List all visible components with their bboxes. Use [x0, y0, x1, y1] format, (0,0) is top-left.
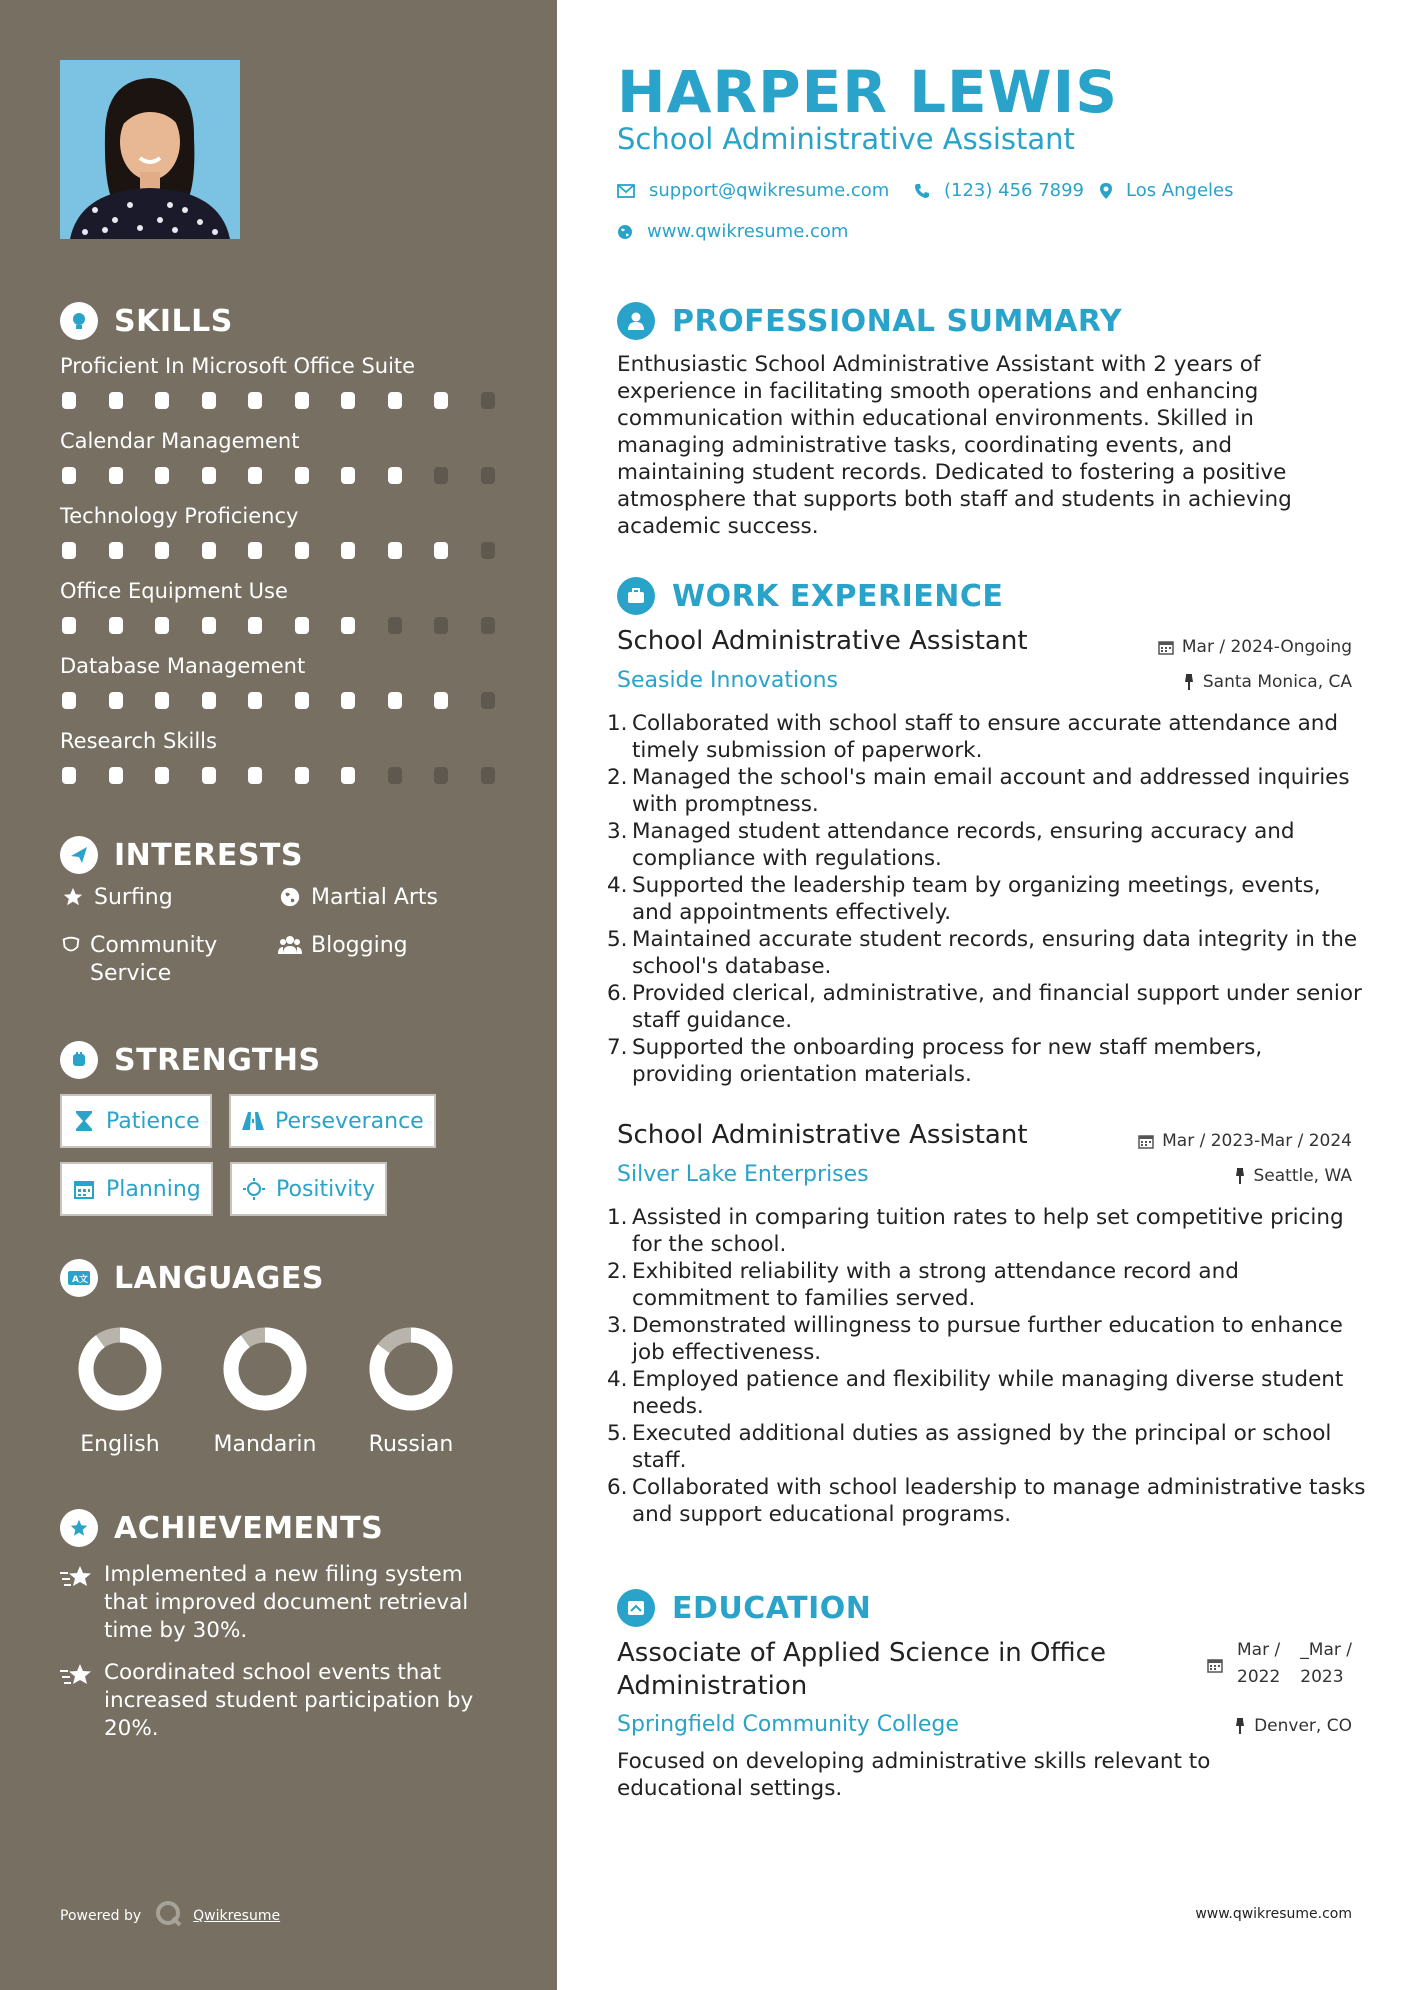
language-item — [346, 1324, 476, 1457]
skill-dot — [62, 617, 76, 634]
skill-dot — [202, 617, 216, 634]
skill-dot — [155, 392, 169, 409]
skill-item — [60, 427, 500, 487]
company-name: Seaside Innovations — [617, 668, 838, 693]
skill-dot — [109, 392, 123, 409]
skill-dot — [434, 767, 448, 784]
skill-dot — [155, 692, 169, 709]
phone-contact[interactable]: (123) 456 7899 — [914, 180, 1084, 201]
globe-icon — [277, 886, 303, 908]
skill-dot — [109, 542, 123, 559]
job-location: Santa Monica, CA — [1183, 672, 1352, 692]
skill-dot — [388, 767, 402, 784]
job-date: Mar / 2024-Ongoing — [1158, 637, 1352, 657]
strength-badge: Perseverance — [229, 1094, 436, 1148]
main-content — [557, 0, 1407, 1990]
skill-dot — [388, 692, 402, 709]
skill-dot — [62, 692, 76, 709]
calendar-icon — [72, 1178, 96, 1200]
languages-heading: A文 LANGUAGES — [60, 1259, 324, 1297]
skill-dot — [155, 617, 169, 634]
job-title: School Administrative Assistant — [617, 1120, 1028, 1150]
interest-item: Surfing — [60, 884, 173, 912]
skill-dot — [434, 692, 448, 709]
pushpin-icon — [1183, 674, 1195, 690]
language-item — [200, 1324, 330, 1457]
star-icon — [60, 886, 86, 908]
skill-dot — [481, 617, 495, 634]
skill-rating — [60, 692, 500, 712]
skill-dot — [481, 392, 495, 409]
skills-heading: SKILLS — [60, 302, 233, 340]
qwikresume-link[interactable]: Qwikresume — [193, 1908, 281, 1924]
shooting-star-icon — [60, 1661, 94, 1743]
calendar-icon — [1138, 1133, 1154, 1149]
interest-item: Blogging — [277, 932, 408, 960]
job-bullets — [607, 710, 1367, 1088]
education-location: Denver, CO — [1234, 1716, 1352, 1736]
job-bullet: 7. Supported the onboarding process for new staff members, providing orientation materials. — [607, 1035, 1263, 1087]
achievement-item: Implemented a new filing system that improved document retrieval time by 30%. — [60, 1561, 500, 1645]
ring-fill — [231, 1335, 299, 1403]
lightbulb-icon — [60, 302, 98, 340]
skill-dot — [295, 542, 309, 559]
shooting-star-icon — [60, 1563, 94, 1645]
job-bullet: 4. Employed patience and flexibility while managing diverse student needs. — [607, 1367, 1344, 1419]
skill-dot — [341, 617, 355, 634]
job-bullet: 5. Maintained accurate student records, ensuring data integrity in the school's database. — [607, 927, 1358, 979]
skill-dot — [155, 467, 169, 484]
skill-name: Office Equipment Use — [60, 579, 288, 603]
skill-dot — [155, 767, 169, 784]
skill-dot — [109, 467, 123, 484]
footer-url[interactable]: www.qwikresume.com — [1195, 1906, 1352, 1922]
skill-dot — [62, 542, 76, 559]
job-date: Mar / 2023-Mar / 2024 — [1138, 1131, 1352, 1151]
school-name: Springfield Community College — [617, 1712, 959, 1737]
calendar-icon — [1207, 1657, 1223, 1691]
interest-item: Martial Arts — [277, 884, 438, 912]
skill-dot — [341, 767, 355, 784]
skill-dot — [295, 392, 309, 409]
job-bullet: 1. Assisted in comparing tuition rates to help set competitive pricing for the school. — [607, 1205, 1344, 1257]
qwikresume-logo-icon — [155, 1900, 183, 1932]
skill-dot — [481, 767, 495, 784]
job-bullet: 5. Executed additional duties as assigned by the principal or school staff. — [607, 1421, 1332, 1473]
website-contact[interactable]: www.qwikresume.com — [617, 221, 848, 242]
skill-dot — [202, 467, 216, 484]
globe-icon — [617, 224, 633, 240]
skill-dot — [341, 542, 355, 559]
fist-icon — [60, 1041, 98, 1079]
skill-dot — [202, 767, 216, 784]
envelope-icon — [617, 184, 635, 198]
skill-rating — [60, 542, 500, 562]
candidate-role: School Administrative Assistant — [617, 122, 1075, 156]
education-heading: EDUCATION — [617, 1589, 871, 1627]
job-bullet: 2. Managed the school's main email account and addressed inquiries with promptness. — [607, 765, 1350, 817]
job-bullet: 3. Managed student attendance records, ensuring accuracy and compliance with regulations. — [607, 819, 1295, 871]
skill-dot — [434, 617, 448, 634]
experience-heading: WORK EXPERIENCE — [617, 577, 1003, 615]
skill-rating — [60, 767, 500, 787]
paper-plane-icon — [60, 836, 98, 874]
language-level-ring — [366, 1324, 456, 1414]
skill-dot — [481, 467, 495, 484]
skill-dot — [434, 467, 448, 484]
skill-dot — [295, 617, 309, 634]
degree-title: Associate of Applied Science in Office Administration — [617, 1638, 1106, 1701]
powered-by: Powered by Qwikresume — [60, 1900, 280, 1932]
skill-dot — [341, 467, 355, 484]
skill-dot — [248, 542, 262, 559]
skill-item — [60, 502, 500, 562]
skill-dot — [388, 392, 402, 409]
strength-badge: Planning — [60, 1162, 213, 1216]
skill-dot — [434, 542, 448, 559]
skill-item — [60, 727, 500, 787]
calendar-icon — [1158, 639, 1174, 655]
skill-dot — [481, 542, 495, 559]
language-level-ring — [220, 1324, 310, 1414]
users-icon — [277, 934, 303, 956]
skill-dot — [341, 692, 355, 709]
achievement-item: Coordinated school events that increased student participation by 20%. — [60, 1659, 500, 1743]
email-contact[interactable]: support@qwikresume.com — [617, 180, 889, 201]
skill-name: Technology Proficiency — [60, 504, 299, 528]
skill-dot — [248, 767, 262, 784]
candidate-name: HARPER LEWIS — [617, 58, 1118, 126]
skill-dot — [388, 467, 402, 484]
user-icon — [617, 302, 655, 340]
language-name: Russian — [368, 1432, 454, 1457]
job-bullets — [607, 1204, 1367, 1528]
language-name: Mandarin — [213, 1432, 317, 1457]
job-bullet: 6. Provided clerical, administrative, and financial support under senior staff guidance. — [607, 981, 1362, 1033]
job-location: Seattle, WA — [1234, 1166, 1353, 1186]
job-bullet: 3. Demonstrated willingness to pursue further education to enhance job effectiveness. — [607, 1313, 1343, 1365]
skill-dot — [248, 617, 262, 634]
skill-rating — [60, 617, 500, 637]
skill-dot — [62, 392, 76, 409]
skill-dot — [109, 617, 123, 634]
profile-photo — [60, 60, 240, 239]
skill-dot — [434, 392, 448, 409]
skill-dot — [481, 692, 495, 709]
summary-text: Enthusiastic School Administrative Assistant with 2 years of experience in facilitating smooth operations and enhancing communication within educational environments. Skilled in managing administrative tasks, coordinating events, and maintaining student records. Dedicated to fostering a positive atmosphere that supports both staff and students in achieving academic success. — [617, 352, 1292, 539]
skill-name: Database Management — [60, 654, 306, 678]
achievements-heading: ACHIEVEMENTS — [60, 1509, 383, 1547]
skill-item — [60, 577, 500, 637]
skill-dot — [62, 767, 76, 784]
language-name: English — [80, 1432, 160, 1457]
skill-dot — [202, 542, 216, 559]
skill-name: Research Skills — [60, 729, 217, 753]
svg-text:A文: A文 — [72, 1275, 88, 1285]
interest-item: Community Service — [60, 932, 250, 988]
skill-dot — [295, 692, 309, 709]
summary-heading: PROFESSIONAL SUMMARY — [617, 302, 1122, 340]
sidebar — [0, 0, 557, 1990]
education-end: _Mar / 2023 — [1300, 1640, 1352, 1687]
language-item — [55, 1324, 185, 1457]
skill-dot — [155, 542, 169, 559]
briefcase-icon — [617, 577, 655, 615]
skill-dot — [388, 542, 402, 559]
map-pin-icon — [1100, 183, 1112, 199]
job-bullet: 1. Collaborated with school staff to ensure accurate attendance and timely submission of paperwork. — [607, 711, 1339, 763]
sun-icon — [242, 1178, 266, 1200]
pushpin-icon — [1234, 1718, 1246, 1734]
road-icon — [241, 1111, 265, 1131]
skill-dot — [388, 617, 402, 634]
interests-heading: INTERESTS — [60, 836, 303, 874]
education-description: Focused on developing administrative skills relevant to educational settings. — [617, 1749, 1211, 1801]
skill-item — [60, 652, 500, 712]
skill-name: Proficient In Microsoft Office Suite — [60, 354, 416, 378]
skill-name: Calendar Management — [60, 429, 300, 453]
skill-dot — [109, 692, 123, 709]
phone-icon — [914, 183, 930, 199]
skill-dot — [248, 467, 262, 484]
skill-dot — [202, 392, 216, 409]
skill-rating — [60, 392, 500, 412]
job-title: School Administrative Assistant — [617, 626, 1028, 656]
skill-rating — [60, 467, 500, 487]
skill-dot — [109, 767, 123, 784]
graduation-icon — [617, 1589, 655, 1627]
skill-dot — [295, 767, 309, 784]
job-bullet: 2. Exhibited reliability with a strong attendance record and commitment to families served. — [607, 1259, 1239, 1311]
strengths-heading: STRENGTHS — [60, 1041, 321, 1079]
skill-dot — [295, 467, 309, 484]
strength-badge: Patience — [60, 1094, 212, 1148]
company-name: Silver Lake Enterprises — [617, 1162, 869, 1187]
skill-dot — [341, 392, 355, 409]
ring-fill — [86, 1335, 154, 1403]
language-icon — [60, 1259, 98, 1297]
trophy-icon — [60, 1509, 98, 1547]
strength-badge: Positivity — [230, 1162, 387, 1216]
education-dates — [1207, 1637, 1352, 1691]
skill-dot — [248, 692, 262, 709]
skill-dot — [62, 467, 76, 484]
badge-icon — [60, 934, 82, 956]
location-contact: Los Angeles — [1100, 180, 1234, 201]
language-level-ring — [75, 1324, 165, 1414]
hourglass-icon — [72, 1110, 96, 1132]
job-bullet: 4. Supported the leadership team by organizing meetings, events, and appointments effectively. — [607, 873, 1321, 925]
pushpin-icon — [1234, 1168, 1246, 1184]
job-bullet: 6. Collaborated with school leadership to manage administrative tasks and support educational programs. — [607, 1475, 1366, 1527]
skill-dot — [202, 692, 216, 709]
skill-dot — [248, 392, 262, 409]
skill-item — [60, 352, 500, 412]
education-start: Mar / 2022 — [1237, 1640, 1281, 1687]
